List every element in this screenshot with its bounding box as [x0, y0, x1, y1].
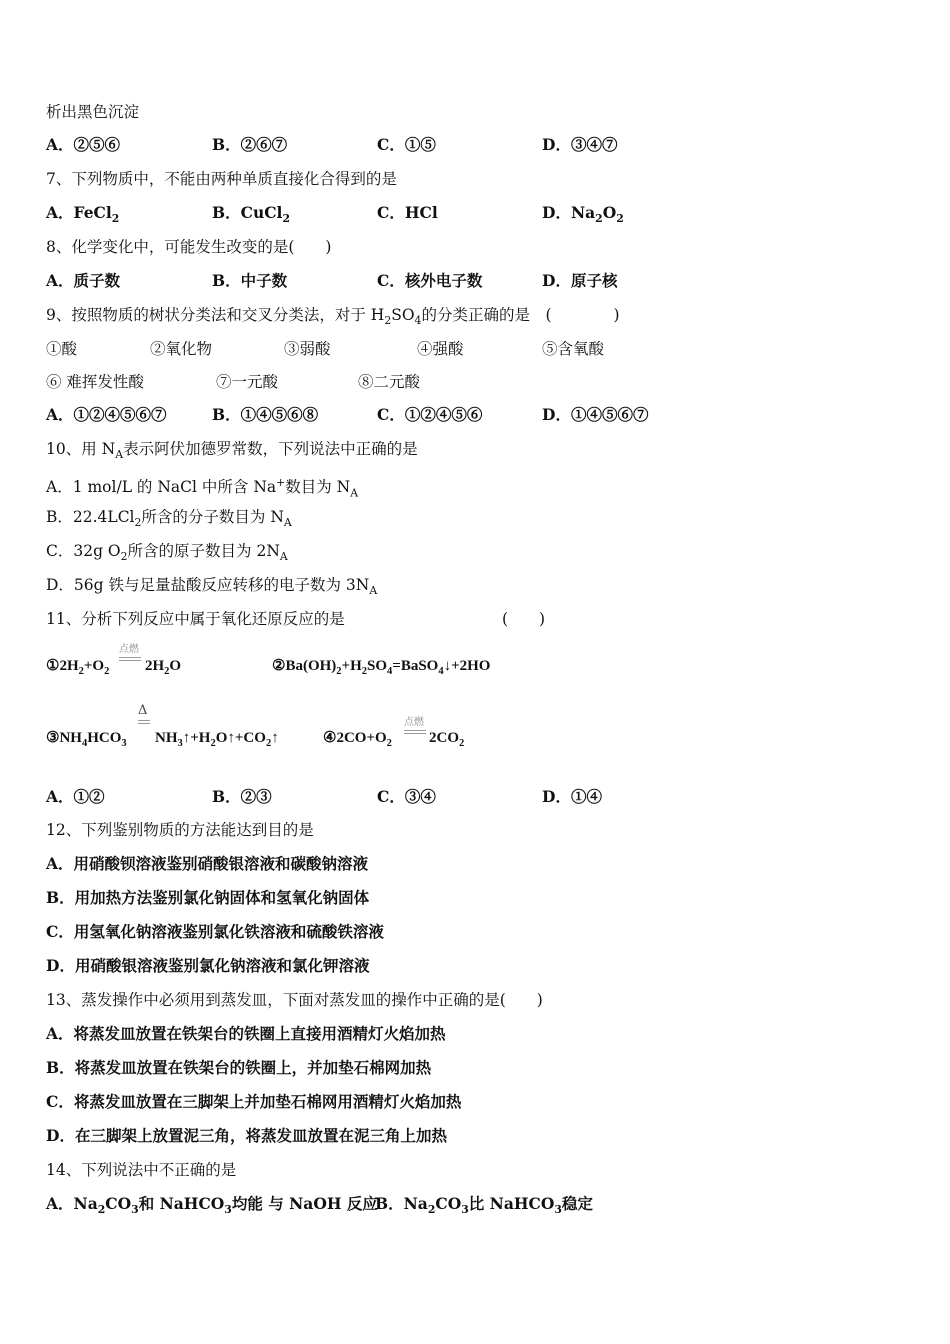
- q13-stem: 13、蒸发操作中必须用到蒸发皿，下面对蒸发皿的操作中正确的是( ): [46, 991, 543, 1009]
- q11-reaction-3-right: $NH_3↑+H_2O↑+CO_2↑$: [155, 730, 279, 749]
- q11-reaction-1-arrow: [119, 657, 141, 658]
- q11-stem: 11、分析下列反应中属于氧化还原反应的是: [46, 610, 345, 628]
- q9-option-c: C．①②④⑤⑥: [377, 405, 483, 424]
- q12-option-c: C．用氢氧化钠溶液鉴别氯化铁溶液和硫酸铁溶液: [46, 922, 384, 941]
- q7-option-b: B．CuCl$_2$: [212, 203, 290, 226]
- q7-option-d: D．$Na_2O_2$: [542, 203, 624, 226]
- q10-stem: 10、用 $N_A$表示阿伏加德罗常数，下列说法中正确的是: [46, 440, 418, 462]
- q11-reaction-4-left: $④2CO+O_2$: [323, 730, 392, 749]
- q7-option-c: C．HCl: [377, 203, 438, 222]
- q8-stem: 8、化学变化中，可能发生改变的是( ): [46, 238, 332, 256]
- q9-option-a: A．①②④⑤⑥⑦: [46, 405, 167, 424]
- q11-reaction-1-left: $①2H_2+O_2$: [46, 658, 110, 677]
- q11-option-a: A．①②: [46, 787, 105, 806]
- q9-item-2: ②氧化物: [150, 340, 213, 358]
- q11-reaction-4-right: $2CO_2$: [429, 730, 465, 749]
- q14-option-b: B．$Na_2CO_3$比 NaHCO$_3$稳定: [375, 1194, 593, 1217]
- q6-option-d: D．③④⑦: [542, 135, 618, 154]
- q13-option-c: C．将蒸发皿放置在三脚架上并加垫石棉网用酒精灯火焰加热: [46, 1092, 462, 1111]
- q11-reaction-1-right: $2H_2O$: [145, 658, 182, 677]
- q6-option-a: A．②⑤⑥: [46, 135, 121, 154]
- q11-reaction-1-condition: 点燃: [119, 644, 139, 655]
- q8-option-a: A．质子数: [46, 271, 121, 290]
- q10-option-d: D．56g 铁与足量盐酸反应转移的电子数为 $3N_A$: [46, 576, 378, 598]
- q11-answer-paren: ( ): [502, 610, 546, 628]
- q6-option-b: B．②⑥⑦: [212, 135, 288, 154]
- q11-reaction-4-arrow-2: [404, 733, 426, 734]
- q11-reaction-1-arrow-2: [119, 660, 141, 661]
- q10-option-c: C．32g $O_2$所含的原子数目为 $2N_A$: [46, 542, 288, 564]
- q11-option-b: B．②③: [212, 787, 272, 806]
- q11-option-c: C．③④: [377, 787, 436, 806]
- q10-option-a: A．1 mol/L 的 NaCl 中所含 Na+数目为 $N_A$: [46, 476, 359, 500]
- q11-option-d: D．①④: [542, 787, 602, 806]
- q7-stem: 7、下列物质中，不能由两种单质直接化合得到的是: [46, 170, 397, 188]
- q11-reaction-3-arrow: [138, 720, 150, 721]
- q12-option-b: B．用加热方法鉴别氯化钠固体和氢氧化钠固体: [46, 888, 370, 907]
- q12-option-d: D．用硝酸银溶液鉴别氯化钠溶液和氯化钾溶液: [46, 956, 370, 975]
- q9-option-b: B．①④⑤⑥⑧: [212, 405, 319, 424]
- intro-tail: 析出黑色沉淀: [46, 103, 140, 121]
- q8-option-d: D．原子核: [542, 271, 618, 290]
- q9-stem: 9、按照物质的树状分类法和交叉分类法，对于 $H_2SO_4$的分类正确的是 ( ): [46, 306, 620, 328]
- q11-reaction-2: $②Ba(OH)_2+H_2SO_4=BaSO_4↓+2HO$: [272, 658, 491, 677]
- q9-option-d: D．①④⑤⑥⑦: [542, 405, 649, 424]
- q9-item-3: ③弱酸: [284, 340, 331, 358]
- q9-item-4: ④强酸: [417, 340, 464, 358]
- q13-option-d: D．在三脚架上放置泥三角，将蒸发皿放置在泥三角上加热: [46, 1126, 447, 1145]
- q9-item-7: ⑦一元酸: [216, 373, 279, 391]
- q13-option-b: B．将蒸发皿放置在铁架台的铁圈上，并加垫石棉网加热: [46, 1058, 432, 1077]
- q6-option-c: C．①⑤: [377, 135, 436, 154]
- q12-option-a: A．用硝酸钡溶液鉴别硝酸银溶液和碳酸钠溶液: [46, 854, 369, 873]
- q14-stem: 14、下列说法中不正确的是: [46, 1161, 237, 1179]
- q9-item-1: ①酸: [46, 340, 78, 358]
- q9-item-6: ⑥ 难挥发性酸: [46, 373, 144, 391]
- q7-option-a: A．FeCl$_2$: [46, 203, 120, 226]
- q8-option-c: C．核外电子数: [377, 271, 483, 290]
- q8-option-b: B．中子数: [212, 271, 288, 290]
- q12-stem: 12、下列鉴别物质的方法能达到目的是: [46, 821, 314, 839]
- q11-reaction-3-left: $③NH_4HCO_3$: [46, 730, 127, 749]
- q11-reaction-4-condition: 点燃: [404, 717, 424, 728]
- q11-reaction-3-condition: Δ: [138, 703, 148, 718]
- q9-item-5: ⑤含氧酸: [542, 340, 605, 358]
- q10-option-b: B．22.4LCl$_2$所含的分子数目为 $N_A$: [46, 508, 292, 530]
- q14-option-a: A．$Na_2CO_3$和 NaHCO$_3$均能 与 NaOH 反应: [46, 1194, 378, 1217]
- q13-option-a: A．将蒸发皿放置在铁架台的铁圈上直接用酒精灯火焰加热: [46, 1024, 446, 1043]
- q11-reaction-4-arrow: [404, 730, 426, 731]
- q9-item-8: ⑧二元酸: [358, 373, 421, 391]
- q11-reaction-3-arrow-2: [138, 723, 150, 724]
